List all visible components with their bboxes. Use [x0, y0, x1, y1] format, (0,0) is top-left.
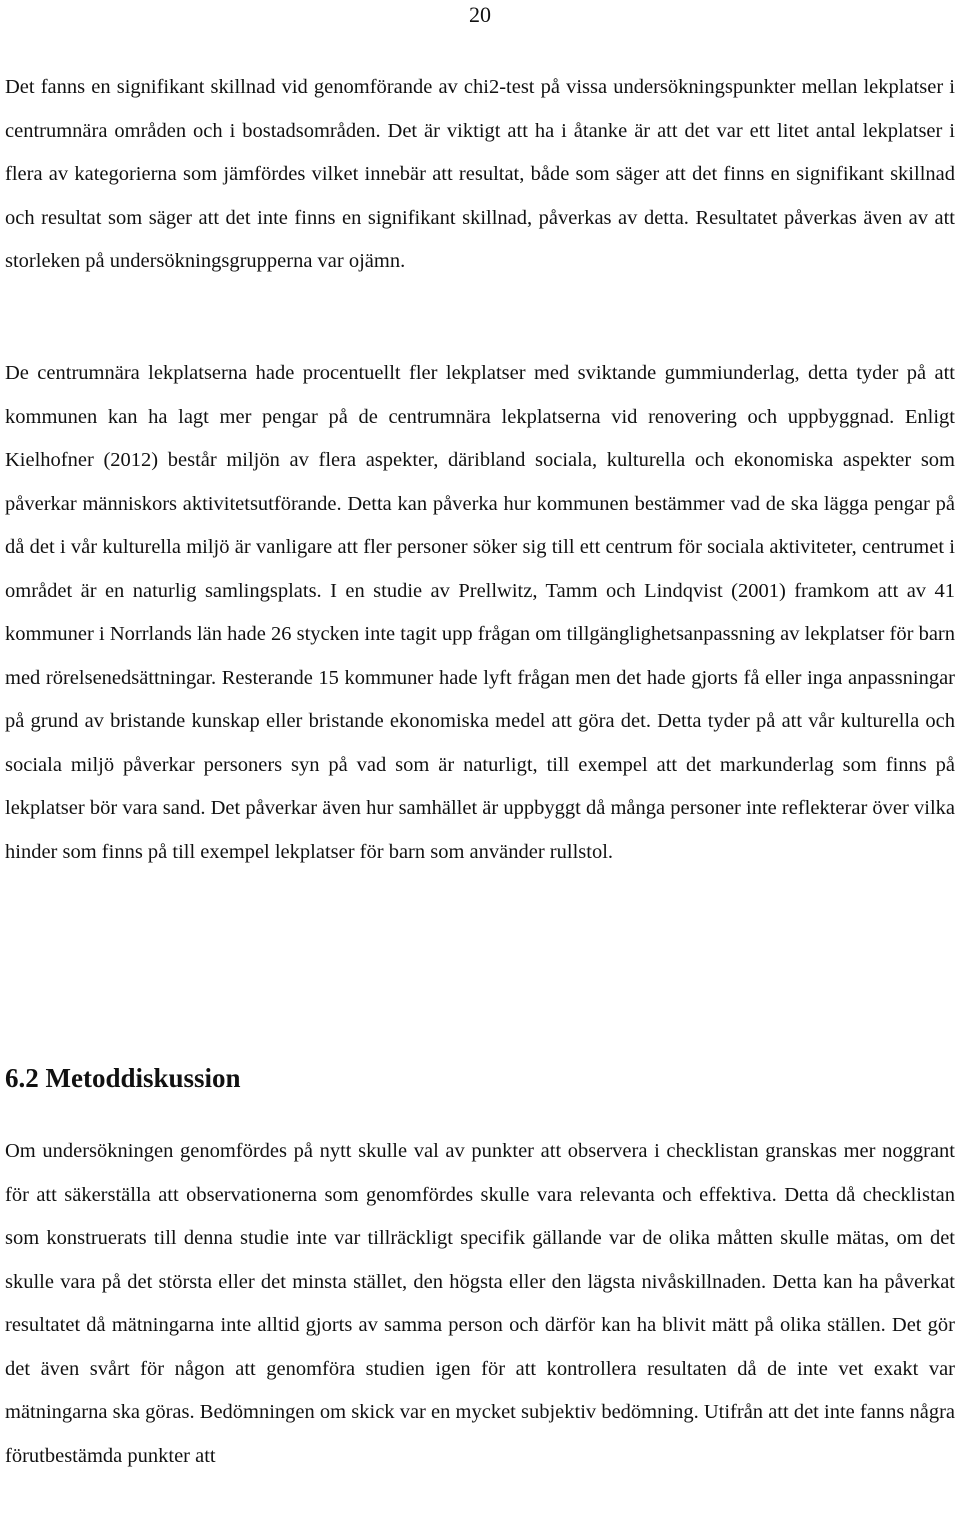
body-paragraph: De centrumnära lekplatserna hade procentuellt fler lekplatser med sviktande gummiunderlag, detta tyder på att kommunen kan ha lagt mer pengar på de centrumnära lekplatserna vid renovering och uppbyggnad. Enligt Kielhofner (2012) består miljön av flera aspekter, däribland sociala, kulturella och ekonomiska aspekter som påverkar människors aktivitetsutförande. Detta kan påverka hur kommunen bestämmer vad de ska lägga pengar på då det i vår kulturella miljö är vanligare att fler personer söker sig till ett centrum för sociala aktiviteter, centrumet i området är en naturlig samlingsplats. I en studie av Prellwitz, Tamm och Lindqvist (2001) framkom att av 41 kommuner i Norrlands län hade 26 stycken inte tagit upp frågan om tillgänglighetsanpassning av lekplatser för barn med rörelsenedsättningar. Resterande 15 kommuner hade lyft frågan men det hade gjorts få eller inga anpassningar på grund av bristande kunskap eller bristande ekonomiska medel att göra det. Detta tyder på att vår kulturella och sociala miljö påverkar personers syn på vad som är naturligt, till exempel att det markunderlag som finns på lekplatser bör vara sand. Det påverkar även hur samhället är uppbyggt då många personer inte reflekterar över vilka hinder som finns på till exempel lekplatser för barn som använder rullstol. — [5, 362, 955, 863]
section-heading: 6.2 Metoddiskussion — [5, 1063, 241, 1093]
body-paragraph: Om undersökningen genomfördes på nytt skulle val av punkter att observera i checklistan granskas mer noggrant för att säkerställa att observationerna som genomfördes skulle vara relevanta och effektiva. Detta då checklistan som konstruerats till denna studie inte var tillräckligt specifik gällande var de olika måtten skulle mätas, om det skulle vara på det största eller det minsta stället, den högsta eller den lägsta nivåskillnaden. Detta kan ha påverkat resultatet då mätningarna inte alltid gjorts av samma person och därför kan ha blivit mätt på olika ställen. Det gör det även svårt för någon att genomföra studien igen för att kontrollera resultaten då de inte vet exakt var mätningarna ska göras. Bedömningen om skick var en mycket subjektiv bedömning. Utifrån att det inte fanns några förutbestämda punkter att — [5, 1140, 955, 1467]
body-paragraph: Det fanns en signifikant skillnad vid genomförande av chi2-test på vissa undersökningspunkter mellan lekplatser i centrumnära områden och i bostadsområden. Det är viktigt att ha i åtanke är att det var ett litet antal lekplatser i flera av kategorierna som jämfördes vilket innebär att resultat, både som säger att det finns en signifikant skillnad och resultat som säger att det inte finns en signifikant skillnad, påverkas av detta. Resultatet påverkas även av att storleken på undersökningsgrupperna var ojämn. — [5, 76, 955, 272]
page-number: 20 — [469, 2, 491, 27]
